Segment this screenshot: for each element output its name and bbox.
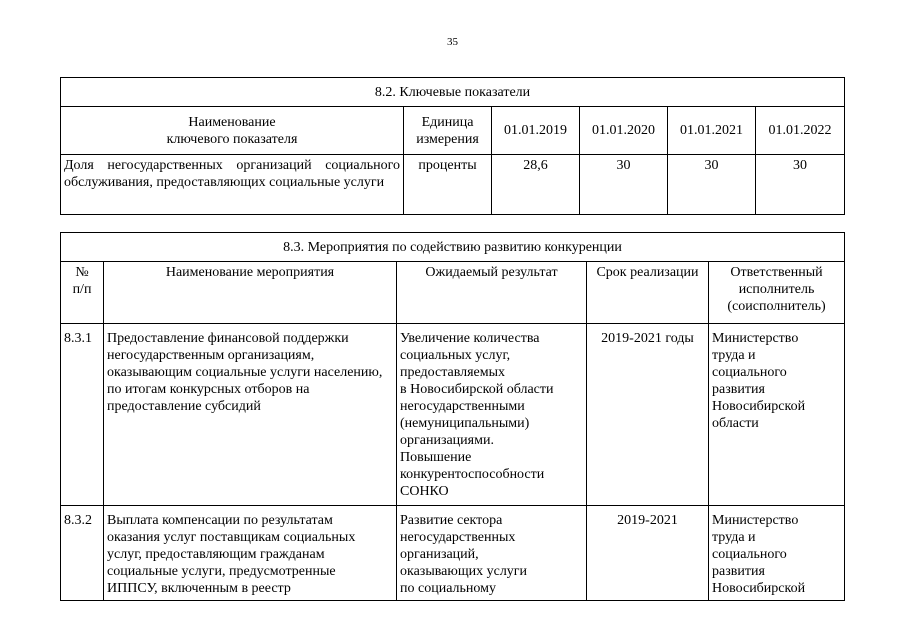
- header-responsible-line1: Ответственный: [730, 265, 823, 280]
- measure-name-line: оказания услуг поставщикам социальных: [107, 530, 356, 545]
- measure-responsible-line: Новосибирской: [712, 581, 806, 596]
- header-responsible: [709, 262, 845, 324]
- header-expected-result: Ожидаемый результат: [397, 262, 587, 324]
- measure-result-line: негосударственными: [400, 399, 525, 414]
- measure-result-line: по социальному: [400, 581, 496, 596]
- header-unit-line2: измерения: [416, 131, 479, 147]
- indicator-value-2020: 30: [580, 155, 668, 215]
- measure-responsible-line: социального: [712, 365, 787, 380]
- measure-num: 8.3.1: [61, 324, 104, 506]
- indicator-value-2019: 28,6: [492, 155, 580, 215]
- measure-result-line: Увеличение количества: [400, 331, 540, 346]
- header-responsible-line3: (соисполнитель): [727, 299, 826, 314]
- measure-result-line: организаций,: [400, 547, 479, 562]
- indicator-name: Доля негосударственных организаций социального обслуживания, предоставляющих социальные услуги: [61, 155, 404, 215]
- measure-responsible-line: Новосибирской: [712, 399, 806, 414]
- measure-responsible-line: труда и: [712, 348, 756, 363]
- header-num-line2: п/п: [72, 282, 92, 297]
- header-responsible-line2: исполнитель: [738, 282, 815, 297]
- measure-term: 2019-2021: [587, 506, 709, 601]
- measure-responsible: [709, 324, 845, 506]
- measure-result-line: организациями.: [400, 433, 494, 448]
- measure-result-line: в Новосибирской области: [400, 382, 554, 397]
- measure-name-line: социальные услуги, предусмотренные: [107, 564, 336, 579]
- header-term: Срок реализации: [587, 262, 709, 324]
- header-indicator-name-line1: Наименование: [188, 114, 276, 130]
- header-unit: [404, 107, 492, 155]
- indicator-value-2021: 30: [668, 155, 756, 215]
- measure-responsible-line: социального: [712, 547, 787, 562]
- measure-responsible-line: области: [712, 416, 759, 431]
- measure-result-line: оказывающих услуги: [400, 564, 528, 579]
- indicator-value-2022: 30: [756, 155, 845, 215]
- key-indicators-table: [60, 77, 845, 215]
- measure-result-line: конкурентоспособности: [400, 467, 545, 482]
- measure-num: 8.3.2: [61, 506, 104, 601]
- measure-name: Предоставление финансовой поддержки негосударственным организациям, оказывающим социальные услуги населению, по итогам конкурсных отборов на предоставление субсидий: [104, 324, 397, 506]
- measure-result-line: СОНКО: [400, 484, 449, 499]
- measure-result: [397, 506, 587, 601]
- key-indicators-title: 8.2. Ключевые показатели: [61, 78, 845, 107]
- measure-responsible-line: Министерство: [712, 513, 799, 528]
- header-2020: 01.01.2020: [580, 107, 668, 155]
- page-number: 35: [447, 36, 458, 48]
- measure-responsible-line: развития: [712, 564, 765, 579]
- header-num-line1: №: [75, 265, 89, 280]
- measure-result-line: (немуниципальными): [400, 416, 530, 431]
- header-2019: 01.01.2019: [492, 107, 580, 155]
- measure-responsible: [709, 506, 845, 601]
- measure-result-line: социальных услуг,: [400, 348, 511, 363]
- measure-name-line: ИППСУ, включенным в реестр: [107, 581, 291, 596]
- measure-responsible-line: труда и: [712, 530, 756, 545]
- measure-name-line: услуг, предоставляющим гражданам: [107, 547, 325, 562]
- header-unit-line1: Единица: [421, 114, 474, 130]
- header-num: [61, 262, 104, 324]
- measure-name-line: Выплата компенсации по результатам: [107, 513, 333, 528]
- measure-result-line: Повышение: [400, 450, 472, 465]
- measures-table: [60, 232, 845, 601]
- measures-title: 8.3. Мероприятия по содействию развитию конкуренции: [61, 233, 845, 262]
- indicator-unit: проценты: [404, 155, 492, 215]
- measure-result-line: предоставляемых: [400, 365, 506, 380]
- measure-result-line: негосударственных: [400, 530, 516, 545]
- measure-result: [397, 324, 587, 506]
- header-2021: 01.01.2021: [668, 107, 756, 155]
- measure-responsible-line: развития: [712, 382, 765, 397]
- header-indicator-name-line2: ключевого показателя: [166, 131, 298, 147]
- header-indicator-name: [61, 107, 404, 155]
- header-2022: 01.01.2022: [756, 107, 845, 155]
- measure-term: 2019-2021 годы: [587, 324, 709, 506]
- header-measure-name: Наименование мероприятия: [104, 262, 397, 324]
- measure-result-line: Развитие сектора: [400, 513, 503, 528]
- measure-name: [104, 506, 397, 601]
- measure-responsible-line: Министерство: [712, 331, 799, 346]
